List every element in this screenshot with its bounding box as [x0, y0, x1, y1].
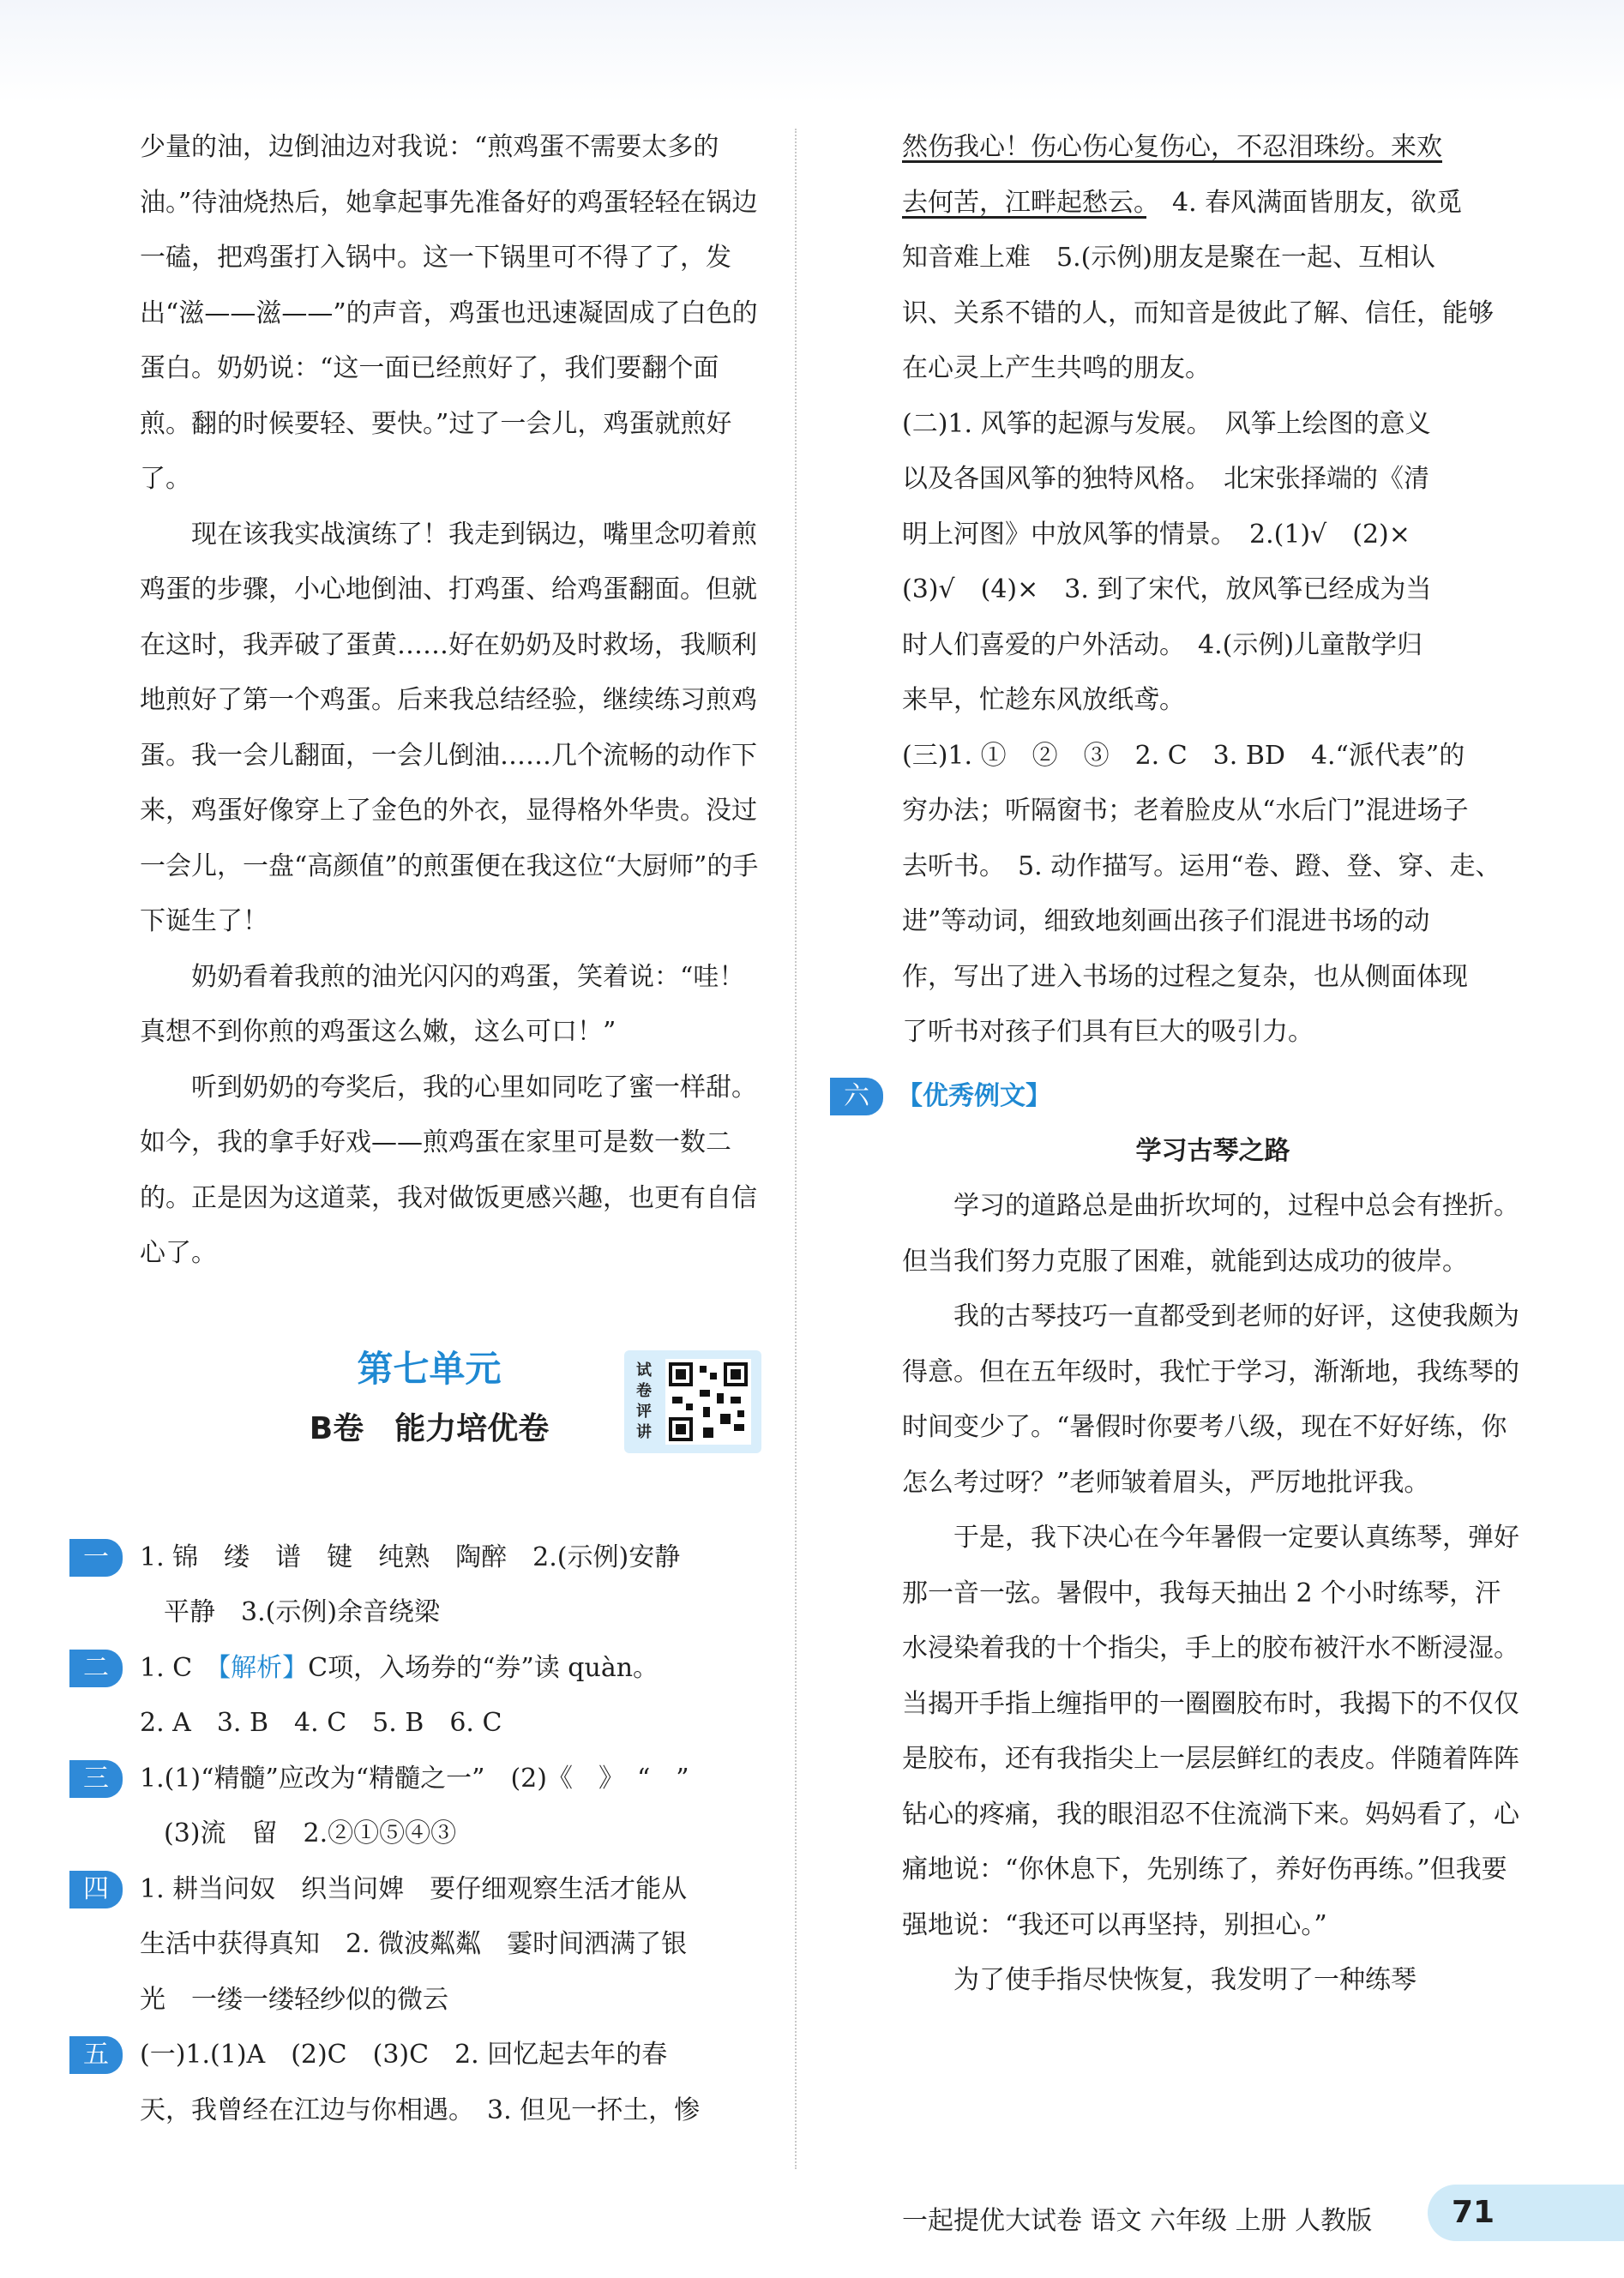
answer-line: 识、关系不错的人，而知音是彼此了解、信任，能够	[902, 298, 1494, 328]
section-2	[83, 1641, 761, 1752]
section-tag: 四	[69, 1871, 123, 1908]
unit-title: 第七单元	[357, 1347, 502, 1390]
answer-line: 时人们喜爱的户外活动。 4.(示例)儿童散学归	[902, 629, 1423, 660]
paragraph: 现在该我实战演练了！我走到锅边，嘴里念叨着煎鸡蛋的步骤，小心地倒油、打鸡蛋、给鸡蛋翻面。但就在这时，我弄破了蛋黄……好在奶奶及时救场，我顺利地煎好了第一个鸡蛋。后来我总结经验，继续练习煎鸡蛋。我一会儿翻面，一会儿倒油……几个流畅的动作下来，鸡蛋好像穿上了金色的外衣，显得格外华贵。没过一会儿，一盘“高颜值”的煎蛋便在我这位“大厨师”的手下诞生了！	[140, 519, 759, 936]
essay-paragraph: 为了使手指尽快恢复，我发明了一种练琴	[953, 1965, 1416, 1995]
answer-line: (3)流 留 2.②①⑤④③	[164, 1818, 457, 1848]
answer-line: (一)1.(1)A (2)C (3)C 2. 回忆起去年的春	[140, 2040, 668, 2070]
intro-paragraph: 少量的油，边倒油边对我说：“煎鸡蛋不需要太多的油。”待油烧热后，她拿起事先准备好的鸡蛋轻轻在锅边一磕，把鸡蛋打入锅中。这一下锅里可不得了了，发出“滋——滋——”的声音，鸡蛋也迅速凝固成了白色的蛋白。奶奶说：“这一面已经煎好了，我们要翻个面煎。翻的时候要轻、要快。”过了一会儿，鸡蛋就煎好了。	[140, 132, 758, 494]
underlined-text: 然伤我心！伤心伤心复伤心，不忍泪珠纷。来欢	[902, 132, 1442, 162]
underlined-text: 去何苦，江畔起愁云。	[902, 187, 1146, 218]
answer-line: (三)1. ① ② ③ 2. C 3. BD 4.“派代表”的	[902, 740, 1465, 771]
essay-label: 【优秀例文】	[897, 1080, 1051, 1111]
section-tag: 三	[69, 1760, 123, 1798]
answer-line: 来早，忙趁东风放纸鸢。	[902, 685, 1185, 715]
section-tag: 六	[830, 1078, 883, 1115]
answer-line: 进”等动词，细致地刻画出孩子们混进书场的动	[902, 906, 1430, 936]
top-band	[0, 0, 1624, 103]
section-5	[83, 2028, 761, 2138]
answer-line: 生活中获得真知 2. 微波粼粼 霎时间洒满了银	[140, 1929, 688, 1959]
left-column	[83, 120, 761, 2138]
answer-line: 了听书对孩子们具有巨大的吸引力。	[902, 1017, 1314, 1047]
analysis-label: 【解析】	[218, 1652, 309, 1683]
essay-paragraph: 于是，我下决心在今年暑假一定要认真练琴，弹好那一音一弦。暑假中，我每天抽出 2 个小时练琴，汗水浸染着我的十个指尖，手上的胶布被汗水不断浸湿。当揭开手指上缠指甲的一圈圈胶布时，我揭下的不仅仅是胶布，还有我指尖上一层层鲜红的表皮。伴随着阵阵钻心的疼痛，我的眼泪忍不住流淌下来。妈妈看了，心痛地说：“你休息下，先别练了，养好伤再练。”但我要强地说：“我还可以再坚持，别担心。”	[902, 1523, 1519, 1940]
section-tag: 五	[69, 2036, 123, 2074]
answer-text: 1. C	[140, 1652, 219, 1683]
answer-line: 在心灵上产生共鸣的朋友。	[902, 353, 1211, 383]
answer-line: 天，我曾经在江边与你相遇。 3. 但见一抔土，惨	[140, 2095, 701, 2125]
qr-code-icon[interactable]	[665, 1359, 751, 1445]
page-number: 71	[1428, 2185, 1624, 2241]
answer-line: (二)1. 风筝的起源与发展。 风筝上绘图的意义	[902, 408, 1431, 439]
section-tag: 一	[69, 1539, 123, 1577]
footer-text: 一起提优大试卷 语文 六年级 上册 人教版	[902, 2206, 1373, 2236]
paragraph: 听到奶奶的夸奖后，我的心里如同吃了蜜一样甜。如今，我的拿手好戏——煎鸡蛋在家里可是数一数二的。正是因为这道菜，我对做饭更感兴趣，也更有自信心了。	[140, 1072, 757, 1268]
answer-line: 1.(1)“精髓”应改为“精髓之一” (2)《 》 “ ”	[140, 1763, 689, 1794]
paragraph: 奶奶看着我煎的油光闪闪的鸡蛋，笑着说：“哇！真想不到你煎的鸡蛋这么嫩，这么可口！”	[140, 961, 745, 1047]
answer-line	[140, 1641, 761, 1697]
answer-line: 1. 锦 缕 谱 键 纯熟 陶醉 2.(示例)安静	[140, 1542, 681, 1572]
answer-line: 2. A 3. B 4. C 5. B 6. C	[140, 1708, 502, 1738]
section-6-header	[844, 1069, 1524, 1124]
answer-line: 穷办法；听隔窗书；老着脸皮从“水后门”混进场子	[902, 796, 1469, 826]
right-column	[844, 120, 1524, 2009]
unit-subtitle: B卷 能力培优卷	[309, 1410, 550, 1446]
answer-line: 作，写出了进入书场的过程之复杂，也从侧面体现	[902, 961, 1468, 992]
answer-line: 明上河图》中放风筝的情景。 2.(1)√ (2)×	[902, 519, 1410, 550]
column-divider	[795, 129, 797, 2169]
essay-title: 学习古琴之路	[1135, 1135, 1290, 1166]
answer-line: (3)√ (4)× 3. 到了宋代，放风筝已经成为当	[902, 574, 1432, 604]
answer-line	[902, 176, 1524, 231]
answer-line: 光 一缕一缕轻纱似的微云	[140, 1984, 448, 2015]
answer-text: 4. 春风满面皆朋友，欲觅	[1146, 187, 1463, 218]
section-3	[83, 1752, 761, 1862]
answer-line: 去听书。 5. 动作描写。运用“卷、蹬、登、穿、走、	[902, 850, 1501, 881]
section-4	[83, 1862, 761, 2029]
essay-paragraph: 我的古琴技巧一直都受到老师的好评，这使我颇为得意。但在五年级时，我忙于学习，渐渐地，我练琴的时间变少了。“暑假时你要考八级，现在不好好练，你怎么考过呀？”老师皱着眉头，严厉地批评我。	[902, 1301, 1519, 1498]
section-tag: 二	[69, 1650, 123, 1687]
qr-label: 试卷评讲	[636, 1361, 652, 1441]
section-1	[83, 1530, 761, 1641]
answer-line: 知音难上难 5.(示例)朋友是聚在一起、互相认	[902, 243, 1436, 273]
answer-line: 以及各国风筝的独特风格。 北宋张择端的《清	[902, 464, 1429, 494]
essay-paragraph: 学习的道路总是曲折坎坷的，过程中总会有挫折。但当我们努力克服了困难，就能到达成功的彼岸。	[902, 1191, 1519, 1277]
answer-text: C项，入场券的“券”读 quàn。	[308, 1652, 659, 1683]
qr-badge[interactable]	[624, 1350, 761, 1453]
unit-header	[140, 1316, 761, 1522]
answer-line: 1. 耕当问奴 织当问婢 要仔细观察生活才能从	[140, 1873, 688, 1904]
answer-line	[902, 120, 1524, 176]
answer-line: 平静 3.(示例)余音绕梁	[164, 1597, 441, 1627]
